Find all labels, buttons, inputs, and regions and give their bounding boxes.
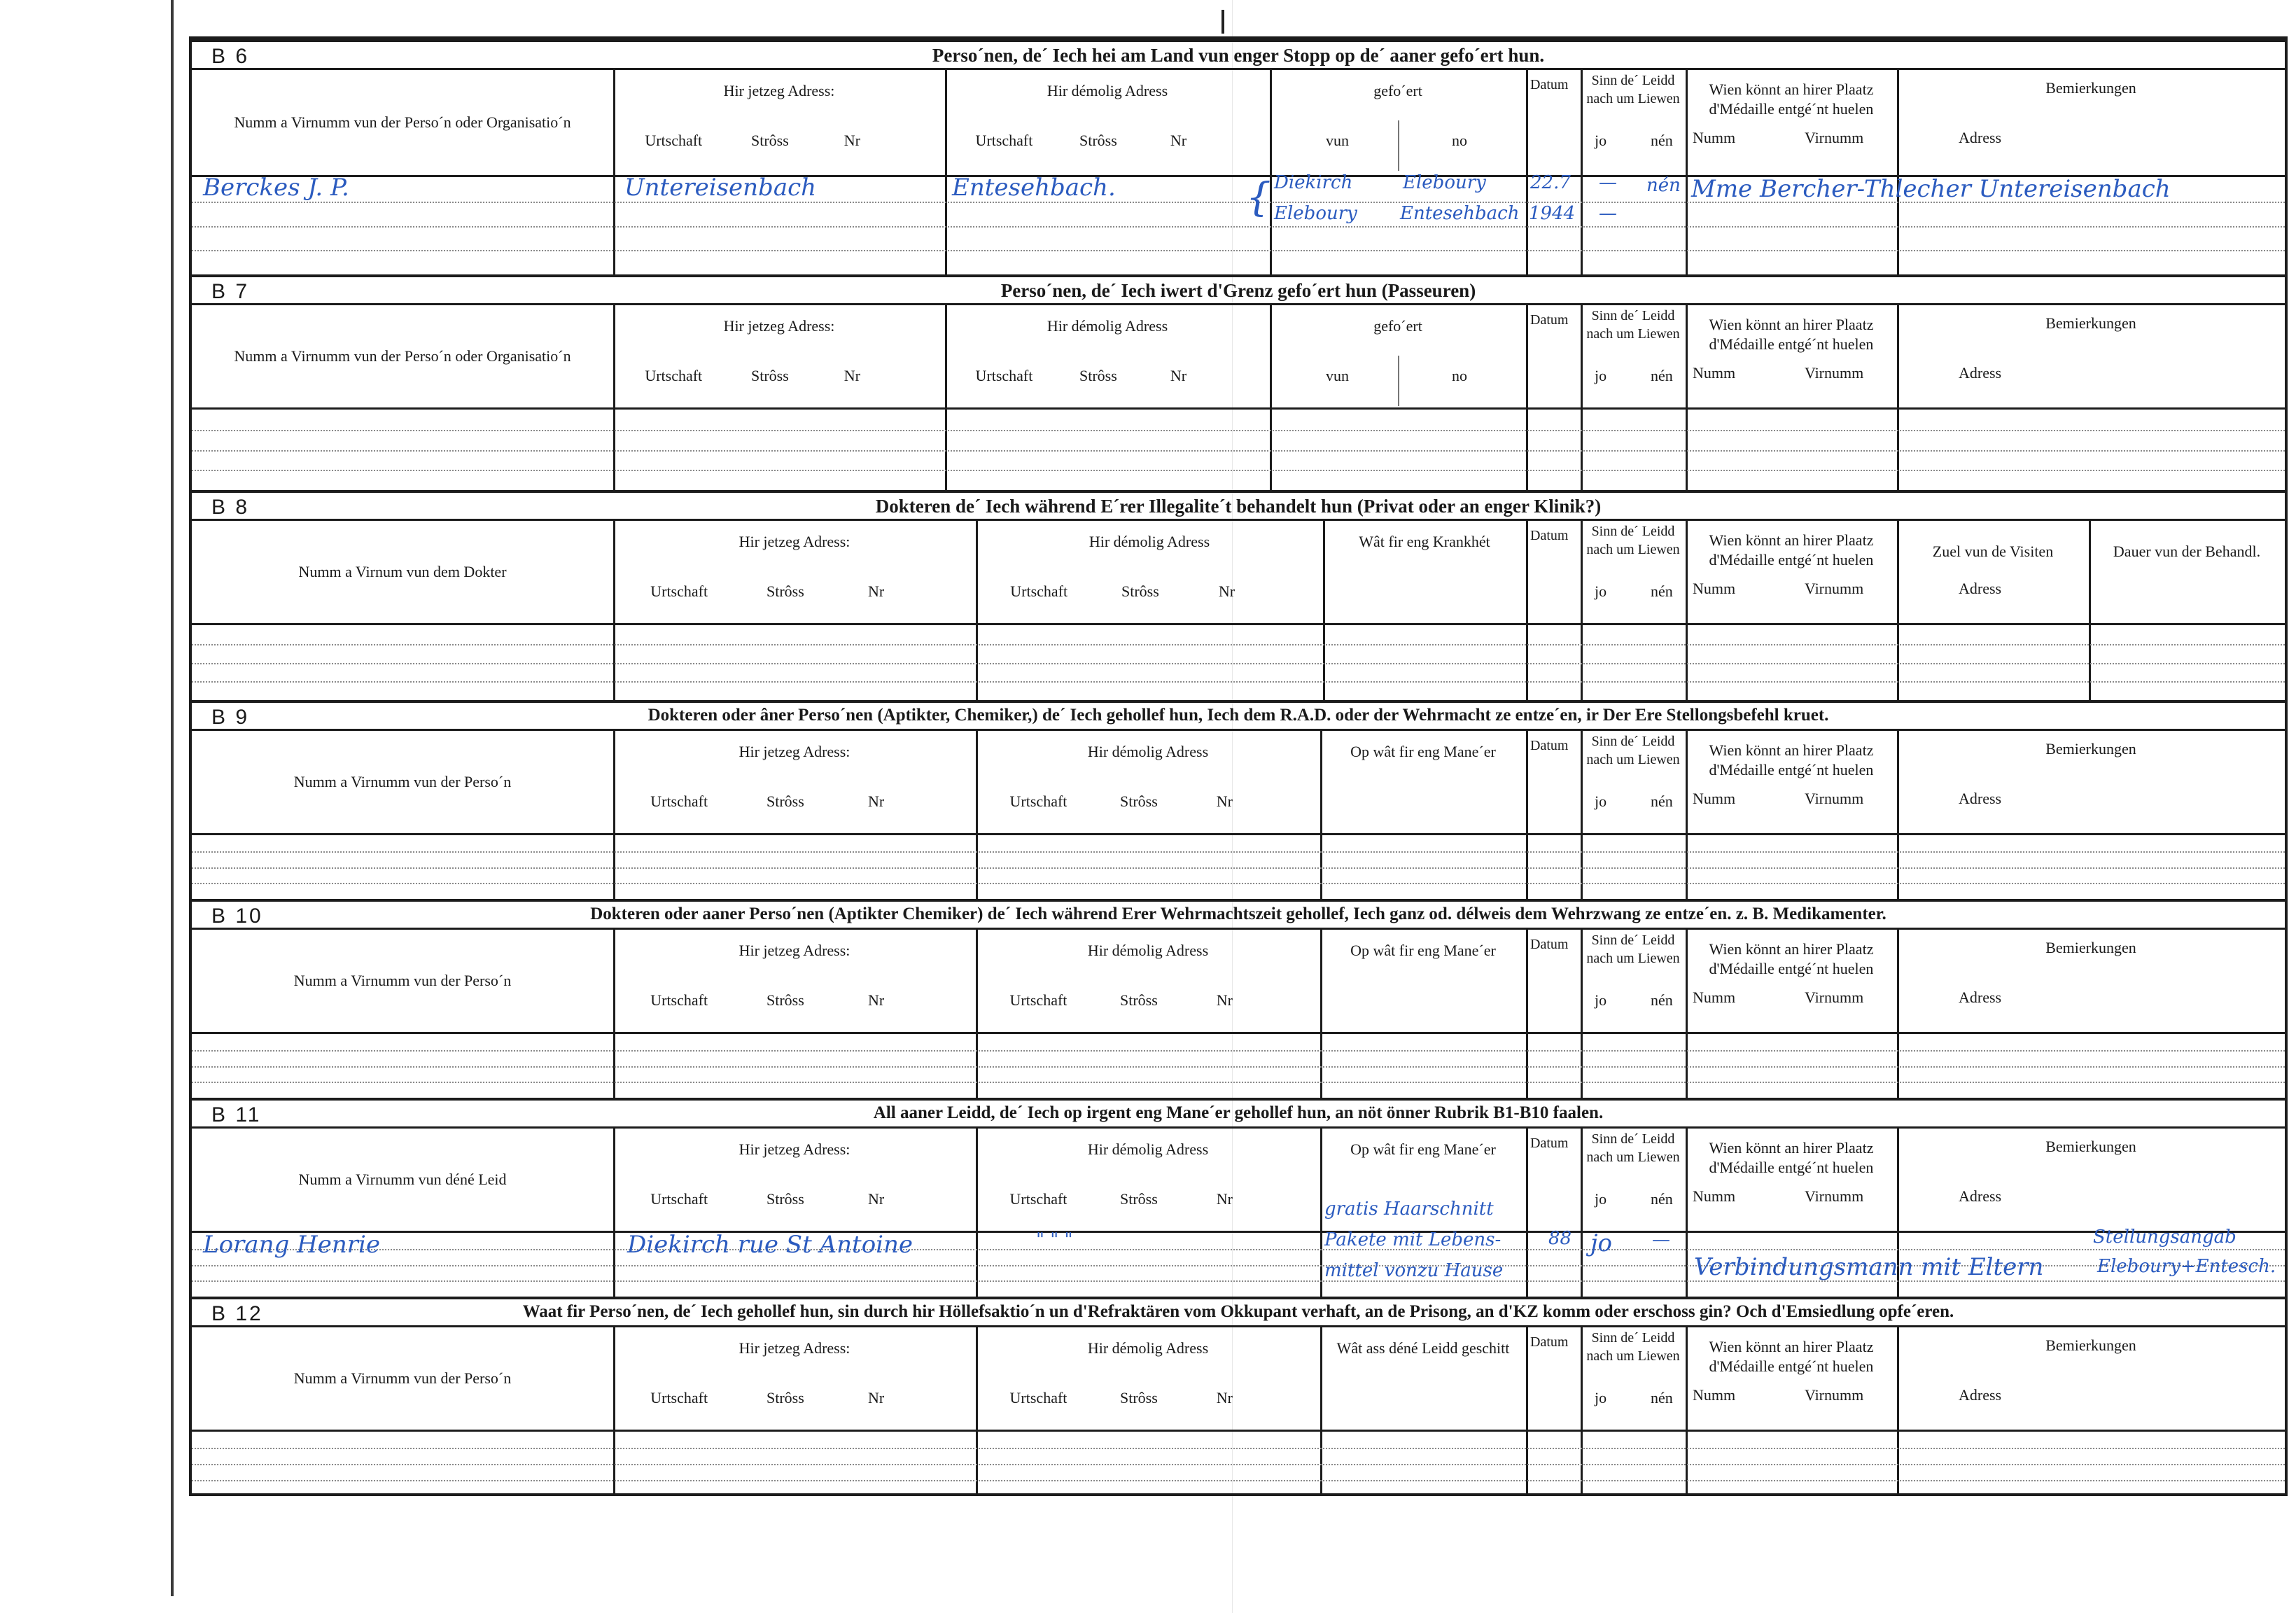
subdivider bbox=[1398, 120, 1401, 171]
address-subheader-stross: Strôss bbox=[766, 792, 804, 810]
entry-line[interactable] bbox=[192, 1480, 2285, 1481]
recipient-address-subheader: Adress bbox=[1959, 989, 2002, 1006]
address-subheader-stross: Strôss bbox=[766, 991, 804, 1009]
yes-subheader: jo bbox=[1595, 582, 1607, 600]
binding-rule bbox=[171, 0, 174, 1596]
recipient-name-subheader: Numm bbox=[1693, 580, 1736, 597]
address-subheader-nr: Nr bbox=[1216, 792, 1233, 810]
address-subheader-nr: Nr bbox=[844, 367, 860, 384]
section-header bbox=[192, 274, 2285, 305]
handwritten-how-2: Pakete mit Lebens- bbox=[1324, 1229, 1502, 1250]
address-subheader-nr: Nr bbox=[868, 792, 885, 810]
handwritten-how-1: gratis Haarschnitt bbox=[1324, 1199, 1494, 1220]
address-subheader-nr: Nr bbox=[1216, 1190, 1233, 1208]
section-title: Perso´nen, de´ Iech hei am Land vun enger Stopp op de´ aaner gefo´ert hun. bbox=[932, 45, 1545, 66]
section-title: Dokteren oder aaner Perso´nen (Aptikter Chemiker) de´ Iech während Erer Wehrmachtszeit gehollef, Iech ganz od. délweis dem Wehrzwang ze entze´en. z. B. Medikamenter. bbox=[590, 905, 1886, 923]
current-address-header: Hir jetzeg Adress: bbox=[738, 533, 850, 550]
alive-header: Sinn de´ Leidd nach um Liewen bbox=[1586, 524, 1680, 557]
current-address-header: Hir jetzeg Adress: bbox=[738, 1339, 850, 1357]
former-address-header: Hir démolig Adress bbox=[1087, 1140, 1209, 1158]
handwritten-yes-1: — bbox=[1599, 172, 1617, 193]
column-4-header: Op wât fir eng Mane´er bbox=[1350, 942, 1496, 959]
column-4-header: Wât fir eng Krankhét bbox=[1359, 533, 1490, 550]
name-column-header: Numm a Virnumm vun déné Leid bbox=[298, 1171, 507, 1188]
address-subheader-stross: Strôss bbox=[751, 132, 789, 149]
address-subheader-stross: Strôss bbox=[766, 1190, 804, 1208]
handwritten-former-address: " " " bbox=[1036, 1229, 1073, 1250]
section-code: B 9 bbox=[211, 706, 250, 729]
section-code: B 12 bbox=[211, 1302, 263, 1325]
address-subheader-stross: Strôss bbox=[766, 582, 804, 600]
yes-subheader: jo bbox=[1595, 367, 1607, 384]
address-subheader-stross: Strôss bbox=[1120, 1190, 1158, 1208]
alive-header: Sinn de´ Leidd nach um Liewen bbox=[1586, 734, 1680, 767]
entry-line[interactable] bbox=[192, 663, 2285, 664]
handwritten-brace: { bbox=[1246, 175, 1271, 221]
address-subheader-urtschaft: Urtschaft bbox=[1009, 792, 1068, 810]
address-subheader-urtschaft: Urtschaft bbox=[975, 367, 1033, 384]
entry-line[interactable] bbox=[192, 450, 2285, 452]
date-header: Datum bbox=[1530, 77, 1569, 92]
column-4-header: gefo´ert bbox=[1373, 82, 1422, 99]
yes-subheader: jo bbox=[1595, 1389, 1607, 1406]
date-header: Datum bbox=[1530, 528, 1569, 543]
handwritten-medal-recipient: Verbindungsmann mit Eltern bbox=[1694, 1253, 2044, 1281]
address-subheader-urtschaft: Urtschaft bbox=[645, 367, 703, 384]
form-section-b7 bbox=[192, 274, 2285, 490]
section-code: B 7 bbox=[211, 280, 250, 303]
address-subheader-stross: Strôss bbox=[1079, 367, 1117, 384]
from-subheader: vun bbox=[1326, 132, 1349, 149]
address-subheader-urtschaft: Urtschaft bbox=[650, 582, 708, 600]
entry-line[interactable] bbox=[192, 1082, 2285, 1083]
address-subheader-urtschaft: Urtschaft bbox=[1010, 582, 1068, 600]
address-subheader-nr: Nr bbox=[1216, 1389, 1233, 1406]
alive-header: Sinn de´ Leidd nach um Liewen bbox=[1586, 1330, 1680, 1364]
name-column-header: Numm a Virnumm vun der Perso´n bbox=[293, 773, 512, 790]
page-marker bbox=[1222, 10, 1224, 34]
handwritten-how-3: mittel vonzu Hause bbox=[1324, 1260, 1504, 1281]
section-header bbox=[192, 490, 2285, 521]
handwritten-name: Berckes J. P. bbox=[203, 174, 349, 202]
section-title: All aaner Leidd, de´ Iech op irgent eng Mane´er gehollef hun, an nöt önner Rubrik B1-B10 faalen. bbox=[873, 1103, 1604, 1122]
address-subheader-nr: Nr bbox=[868, 1389, 885, 1406]
header-divider bbox=[192, 1430, 2285, 1432]
remarks-header: Bemierkungen bbox=[2045, 79, 2136, 97]
entry-line[interactable] bbox=[192, 1066, 2285, 1068]
visits-header: Zuel vun de Visiten bbox=[1932, 543, 2054, 560]
handwritten-no: — bbox=[1652, 1229, 1670, 1250]
name-column-header: Numm a Virnumm vun der Perso´n oder Organisatio´n bbox=[234, 113, 571, 131]
former-address-header: Hir démolig Adress bbox=[1046, 317, 1168, 335]
entry-line[interactable] bbox=[192, 470, 2285, 471]
yes-subheader: jo bbox=[1595, 132, 1607, 149]
section-code: B 8 bbox=[211, 496, 250, 519]
address-subheader-stross: Strôss bbox=[1120, 991, 1158, 1009]
name-column-header: Numm a Virnumm vun der Perso´n bbox=[293, 1369, 512, 1387]
address-subheader-stross: Strôss bbox=[766, 1389, 804, 1406]
entry-line[interactable] bbox=[192, 250, 2285, 251]
address-subheader-urtschaft: Urtschaft bbox=[1009, 1190, 1068, 1208]
column-divider bbox=[1526, 521, 1528, 700]
date-header: Datum bbox=[1530, 312, 1569, 328]
remarks-header: Bemierkungen bbox=[2045, 1336, 2136, 1354]
address-subheader-stross: Strôss bbox=[751, 367, 789, 384]
column-divider bbox=[1526, 1129, 1528, 1297]
former-address-header: Hir démolig Adress bbox=[1046, 82, 1168, 99]
recipient-name-subheader: Numm bbox=[1693, 989, 1736, 1006]
handwritten-yes-2: — bbox=[1599, 203, 1617, 224]
handwritten-remark-2: Eleboury+Entesch. bbox=[2097, 1256, 2276, 1277]
no-subheader: nén bbox=[1651, 1389, 1673, 1406]
form-section-b10 bbox=[192, 899, 2285, 1098]
current-address-header: Hir jetzeg Adress: bbox=[738, 942, 850, 959]
former-address-header: Hir démolig Adress bbox=[1087, 1339, 1209, 1357]
recipient-name-subheader: Numm bbox=[1693, 790, 1736, 807]
handwritten-date: 88 bbox=[1548, 1228, 1572, 1249]
entry-line[interactable] bbox=[192, 681, 2285, 683]
handwritten-from-2: Eleboury bbox=[1274, 203, 1357, 224]
section-title: Dokteren de´ Iech während E´rer Illegalite´t behandelt hun (Privat oder an enger Klinik?) bbox=[875, 496, 1602, 517]
address-subheader-urtschaft: Urtschaft bbox=[650, 1389, 708, 1406]
to-subheader: no bbox=[1452, 367, 1467, 384]
section-header bbox=[192, 700, 2285, 731]
entry-line[interactable] bbox=[192, 644, 2285, 645]
address-subheader-urtschaft: Urtschaft bbox=[1009, 991, 1068, 1009]
recipient-name-subheader: Numm bbox=[1693, 129, 1736, 146]
address-subheader-stross: Strôss bbox=[1120, 1389, 1158, 1406]
entry-line[interactable] bbox=[192, 430, 2285, 431]
address-subheader-nr: Nr bbox=[1218, 582, 1236, 600]
section-title: Waat fir Perso´nen, de´ Iech gehollef hun, sin durch hir Höllefsaktio´n un d'Refraktären vom Okkupant verhaft, an de Prisong, an d'KZ komm oder erschoss gin? Och d'Emsiedlung opfe´eren. bbox=[522, 1302, 1954, 1321]
column-divider bbox=[1526, 930, 1528, 1098]
entry-line[interactable] bbox=[192, 1464, 2285, 1465]
date-header: Datum bbox=[1530, 1136, 1569, 1151]
column-4-header: Op wât fir eng Mane´er bbox=[1350, 1140, 1496, 1158]
recipient-address-subheader: Adress bbox=[1959, 1187, 2002, 1205]
recipient-address-subheader: Adress bbox=[1959, 1386, 2002, 1404]
form-section-b8 bbox=[192, 490, 2285, 700]
column-4-header: Op wât fir eng Mane´er bbox=[1350, 743, 1496, 760]
remarks-header: Bemierkungen bbox=[2045, 1138, 2136, 1155]
no-subheader: nén bbox=[1651, 1190, 1673, 1208]
form-section-b9 bbox=[192, 700, 2285, 899]
recipient-address-subheader: Adress bbox=[1959, 790, 2002, 807]
alive-header: Sinn de´ Leidd nach um Liewen bbox=[1586, 308, 1680, 342]
section-title: Perso´nen, de´ Iech iwert d'Grenz gefo´ert hun (Passeuren) bbox=[1000, 280, 1476, 301]
remarks-header: Bemierkungen bbox=[2045, 740, 2136, 757]
recipient-name-subheader: Numm bbox=[1693, 1386, 1736, 1404]
column-divider bbox=[1526, 731, 1528, 899]
address-subheader-stross: Strôss bbox=[1121, 582, 1159, 600]
from-subheader: vun bbox=[1326, 367, 1349, 384]
handwritten-date-2: 1944 bbox=[1529, 203, 1576, 224]
remarks-header: Bemierkungen bbox=[2045, 939, 2136, 956]
recipient-firstname-subheader: Virnumm bbox=[1805, 364, 1864, 382]
entry-line[interactable] bbox=[192, 883, 2285, 884]
no-subheader: nén bbox=[1651, 367, 1673, 384]
entry-line[interactable] bbox=[192, 867, 2285, 869]
medal-recipient-header: Wien könnt an hirer Plaatz d'Médaille entgé´nt huelen bbox=[1709, 1139, 1874, 1176]
form-section-b6 bbox=[192, 39, 2285, 274]
remarks-header: Bemierkungen bbox=[2045, 314, 2136, 332]
recipient-firstname-subheader: Virnumm bbox=[1805, 580, 1864, 597]
address-subheader-nr: Nr bbox=[868, 582, 885, 600]
entry-line[interactable] bbox=[192, 851, 2285, 853]
column-4-header: Wât ass déné Leidd geschitt bbox=[1336, 1339, 1510, 1357]
handwritten-to-2: Entesehbach bbox=[1400, 203, 1520, 224]
address-subheader-urtschaft: Urtschaft bbox=[975, 132, 1033, 149]
no-subheader: nén bbox=[1651, 792, 1673, 810]
current-address-header: Hir jetzeg Adress: bbox=[738, 743, 850, 760]
duration-header: Dauer vun der Behandl. bbox=[2113, 543, 2261, 560]
handwritten-current-address: Diekirch rue St Antoine bbox=[627, 1231, 913, 1259]
medal-recipient-header: Wien könnt an hirer Plaatz d'Médaille entgé´nt huelen bbox=[1709, 741, 1874, 778]
current-address-header: Hir jetzeg Adress: bbox=[738, 1140, 850, 1158]
section-code: B 6 bbox=[211, 45, 250, 68]
section-header bbox=[192, 39, 2285, 70]
section-header bbox=[192, 1297, 2285, 1327]
section-code: B 10 bbox=[211, 905, 263, 928]
subdivider bbox=[1398, 356, 1401, 406]
recipient-name-subheader: Numm bbox=[1693, 1187, 1736, 1205]
date-header: Datum bbox=[1530, 738, 1569, 753]
address-subheader-urtschaft: Urtschaft bbox=[645, 132, 703, 149]
handwritten-current-address: Untereisenbach bbox=[624, 174, 817, 202]
header-divider bbox=[192, 407, 2285, 410]
former-address-header: Hir démolig Adress bbox=[1087, 942, 1209, 959]
to-subheader: no bbox=[1452, 132, 1467, 149]
address-subheader-stross: Strôss bbox=[1120, 792, 1158, 810]
alive-header: Sinn de´ Leidd nach um Liewen bbox=[1586, 1131, 1680, 1165]
medal-recipient-header: Wien könnt an hirer Plaatz d'Médaille entgé´nt huelen bbox=[1709, 316, 1874, 353]
recipient-firstname-subheader: Virnumm bbox=[1805, 1386, 1864, 1404]
address-subheader-nr: Nr bbox=[868, 991, 885, 1009]
yes-subheader: jo bbox=[1595, 1190, 1607, 1208]
column-divider bbox=[1526, 1327, 1528, 1496]
address-subheader-nr: Nr bbox=[868, 1190, 885, 1208]
column-divider bbox=[1526, 70, 1528, 274]
no-subheader: nén bbox=[1651, 132, 1673, 149]
header-divider bbox=[192, 833, 2285, 835]
address-subheader-nr: Nr bbox=[1216, 991, 1233, 1009]
entry-line[interactable] bbox=[192, 226, 2285, 228]
recipient-firstname-subheader: Virnumm bbox=[1805, 129, 1864, 146]
yes-subheader: jo bbox=[1595, 991, 1607, 1009]
form-bottom-rule bbox=[192, 1494, 2285, 1496]
handwritten-to-1: Eleboury bbox=[1403, 172, 1486, 193]
entry-line[interactable] bbox=[192, 1050, 2285, 1052]
recipient-firstname-subheader: Virnumm bbox=[1805, 989, 1864, 1006]
header-divider bbox=[192, 1231, 2285, 1233]
former-address-header: Hir démolig Adress bbox=[1087, 743, 1209, 760]
section-code: B 11 bbox=[211, 1103, 262, 1126]
medal-recipient-header: Wien könnt an hirer Plaatz d'Médaille entgé´nt huelen bbox=[1709, 81, 1874, 118]
entry-line[interactable] bbox=[192, 1249, 2285, 1250]
recipient-firstname-subheader: Virnumm bbox=[1805, 790, 1864, 807]
header-divider bbox=[192, 623, 2285, 625]
name-column-header: Numm a Virnumm vun der Perso´n bbox=[293, 972, 512, 989]
no-subheader: nén bbox=[1651, 991, 1673, 1009]
recipient-address-subheader: Adress bbox=[1959, 580, 2002, 597]
name-column-header: Numm a Virnumm vun der Perso´n oder Organisatio´n bbox=[234, 347, 571, 365]
handwritten-former-address: Entesehbach. bbox=[952, 174, 1116, 202]
column-divider bbox=[1526, 305, 1528, 490]
alive-header: Sinn de´ Leidd nach um Liewen bbox=[1586, 933, 1680, 966]
medal-recipient-header: Wien könnt an hirer Plaatz d'Médaille entgé´nt huelen bbox=[1709, 940, 1874, 977]
form-section-b12 bbox=[192, 1297, 2285, 1496]
section-title: Dokteren oder âner Perso´nen (Aptikter, Chemiker,) de´ Iech gehollef hun, Iech dem R.A.D. oder der Wehrmacht ze entze´en, ir Der Ere Stellongsbefehl kruet. bbox=[648, 706, 1829, 725]
former-address-header: Hir démolig Adress bbox=[1088, 533, 1210, 550]
handwritten-date-1: 22.7 bbox=[1530, 172, 1571, 193]
medal-recipient-header: Wien könnt an hirer Plaatz d'Médaille entgé´nt huelen bbox=[1709, 1338, 1874, 1375]
address-subheader-urtschaft: Urtschaft bbox=[650, 1190, 708, 1208]
recipient-address-subheader: Adress bbox=[1959, 364, 2002, 382]
alive-header: Sinn de´ Leidd nach um Liewen bbox=[1586, 73, 1680, 106]
address-subheader-nr: Nr bbox=[844, 132, 860, 149]
section-header bbox=[192, 899, 2285, 930]
column-4-header: gefo´ert bbox=[1373, 317, 1422, 335]
recipient-firstname-subheader: Virnumm bbox=[1805, 1187, 1864, 1205]
address-subheader-nr: Nr bbox=[1170, 132, 1187, 149]
recipient-name-subheader: Numm bbox=[1693, 364, 1736, 382]
entry-line[interactable] bbox=[192, 1448, 2285, 1449]
current-address-header: Hir jetzeg Adress: bbox=[723, 82, 835, 99]
yes-subheader: jo bbox=[1595, 792, 1607, 810]
handwritten-from-1: Diekirch bbox=[1274, 172, 1353, 193]
handwritten-yes: jo bbox=[1590, 1229, 1613, 1257]
address-subheader-urtschaft: Urtschaft bbox=[650, 792, 708, 810]
handwritten-no: nén bbox=[1646, 175, 1681, 196]
address-subheader-urtschaft: Urtschaft bbox=[650, 991, 708, 1009]
recipient-address-subheader: Adress bbox=[1959, 129, 2002, 146]
current-address-header: Hir jetzeg Adress: bbox=[723, 317, 835, 335]
medal-recipient-header: Wien könnt an hirer Plaatz d'Médaille entgé´nt huelen bbox=[1709, 531, 1874, 568]
address-subheader-urtschaft: Urtschaft bbox=[1009, 1389, 1068, 1406]
handwritten-medal-recipient: Mme Bercher-Thlecher Untereisenbach bbox=[1691, 175, 2171, 203]
column-divider bbox=[1897, 70, 1899, 274]
address-subheader-nr: Nr bbox=[1170, 367, 1187, 384]
header-divider bbox=[192, 1032, 2285, 1034]
handwritten-remark-1: Stellungsangab bbox=[2093, 1227, 2236, 1248]
no-subheader: nén bbox=[1651, 582, 1673, 600]
date-header: Datum bbox=[1530, 1334, 1569, 1350]
date-header: Datum bbox=[1530, 937, 1569, 952]
name-column-header: Numm a Virnum vun dem Dokter bbox=[298, 563, 507, 580]
handwritten-name: Lorang Henrie bbox=[203, 1231, 380, 1259]
section-header bbox=[192, 1098, 2285, 1129]
address-subheader-stross: Strôss bbox=[1079, 132, 1117, 149]
